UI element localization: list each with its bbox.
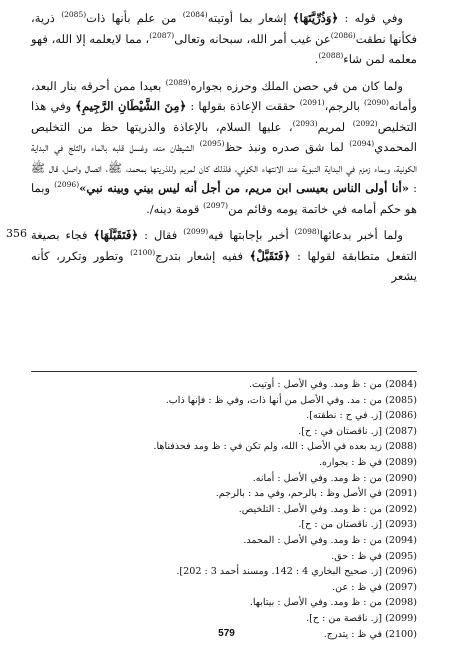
text-run: من علم بأنها ذات bbox=[86, 11, 183, 25]
footnote-number: (2086) bbox=[385, 410, 417, 422]
text-run: حققت الإعاذة بقولها : bbox=[186, 99, 300, 113]
text-run: ولما أخبر بدعائها bbox=[319, 228, 403, 242]
footnote-number: (2098) bbox=[385, 597, 417, 609]
quotation: ﴿فَتَقَبَّلْ﴾ bbox=[249, 248, 291, 263]
footnote-number: (2093) bbox=[385, 519, 417, 531]
text-run: فجاء بصيغة التفعل متطابقة لقولها : bbox=[31, 228, 417, 263]
footnote-number: (2099) bbox=[385, 612, 417, 624]
footnote-text: [ز. في ح : نطقته]. bbox=[306, 410, 383, 422]
text-run: بالرجم، bbox=[324, 99, 365, 113]
footnote-number: (2100) bbox=[385, 628, 417, 640]
footnote-marker: (2094) bbox=[349, 139, 375, 149]
footnote-text: [ز. ناقصتان في : ح]. bbox=[298, 425, 383, 437]
text-run: وفي هذا التخليص bbox=[31, 99, 417, 134]
main-text bbox=[31, 8, 417, 287]
footnote-marker: (2086) bbox=[330, 30, 356, 40]
footnote-line bbox=[31, 455, 417, 471]
footnote-number: (2084) bbox=[385, 379, 417, 390]
footnote-number: (2091) bbox=[385, 488, 417, 500]
footnotes-block bbox=[31, 377, 417, 642]
footnote-number: (2089) bbox=[385, 456, 417, 468]
paragraph bbox=[31, 8, 417, 70]
footnote-text: من : ظ ومد. وفي الأصل : التلخيص. bbox=[238, 503, 383, 515]
text-run: عن غيب أمر الله، سبحانه وتعالى bbox=[174, 31, 331, 46]
footnote-marker: (2090) bbox=[364, 98, 389, 108]
footnote-line bbox=[31, 408, 417, 424]
footnote-number: (2096) bbox=[385, 566, 417, 578]
footnote-text: في ظ : حق. bbox=[331, 550, 383, 562]
footnote-marker: (2084) bbox=[182, 10, 208, 20]
footnote-text: من : ظ ومد. وفي الأصل : أوتيت. bbox=[248, 379, 383, 390]
footnote-line bbox=[31, 486, 417, 502]
footnote-marker: (2093) bbox=[292, 118, 318, 128]
text-run: قومة دينه/. bbox=[146, 201, 204, 216]
footnote-text: في ظ : بجواره. bbox=[319, 456, 383, 468]
footnote-marker: (2096) bbox=[54, 180, 80, 190]
quotation: ﴿مِنَ الشَّيْطَانِ الرَّجِيمِ﴾ bbox=[75, 99, 187, 113]
paragraph bbox=[31, 76, 417, 220]
footnote-number: (2090) bbox=[385, 472, 417, 484]
footnote-number: (2087) bbox=[385, 425, 417, 437]
text-run: ، عليها السلام، بالإعاذة والذريتها حظ من التخليص المحمدي bbox=[31, 119, 417, 154]
footnote-text: من : ظ ومد. وفي الأصل : المحمد. bbox=[243, 534, 383, 546]
footnote-line bbox=[31, 424, 417, 440]
footnote-marker: (2092) bbox=[352, 118, 378, 128]
text-run: وفي قوله : bbox=[338, 11, 403, 25]
footnote-text: من : مد. وفي الأصل من أنها ذات، وفي ظ : فإنها ذاب. bbox=[165, 394, 383, 406]
margin-folio-number: 356 bbox=[6, 227, 27, 240]
text-run: ولما كان من في حصن الملك وحرزه بجواره bbox=[190, 78, 403, 93]
quotation: «أنا أولى الناس بعيسى ابن مريم، من أجل أنه ليس بيني وبينه نبي» bbox=[79, 181, 409, 195]
footnote-text: زيد بعده في الأصل : الله، ولم تكن في : ظ ومد فحذفناها. bbox=[153, 441, 383, 453]
footnote-line bbox=[31, 393, 417, 409]
paragraph bbox=[31, 225, 417, 287]
footnote-line bbox=[31, 549, 417, 565]
footnote-marker: (2099) bbox=[183, 227, 209, 237]
footnote-marker: (2095) bbox=[199, 139, 225, 149]
footnote-text: [ز. ناقصة من : ح]. bbox=[306, 612, 383, 624]
footnote-marker: (2091) bbox=[299, 98, 325, 108]
footnote-marker: (2097) bbox=[203, 200, 229, 210]
footnote-number: (2097) bbox=[385, 581, 417, 593]
text-run: وتطور وتكرر، كأنه يشعر bbox=[31, 248, 417, 283]
footnote-text: [ز. ناقصتان من : ح]. bbox=[298, 519, 383, 531]
text-run: أخبر بإجابتها فيه bbox=[208, 228, 295, 242]
footnote-marker: (2098) bbox=[294, 227, 320, 237]
text-run: ففيه إشعار بتدرج bbox=[155, 248, 250, 263]
footnote-number: (2095) bbox=[385, 550, 417, 562]
text-run: فقال : bbox=[138, 228, 184, 242]
text-run: ذرية، فكأنها نطقت bbox=[31, 11, 418, 46]
footnote-text: في الأصل وظ : بالرحم، وفي مد : بالرجم. bbox=[215, 488, 383, 500]
text-run: لما شق صدره ونبذ حظ bbox=[224, 140, 350, 154]
text-run: لمريم bbox=[317, 119, 353, 134]
footnote-line bbox=[31, 471, 417, 487]
footnote-divider bbox=[31, 371, 417, 372]
footnote-line bbox=[31, 439, 417, 455]
footnote-text: [ز. صحيح البخاري 4 : 142. ومسند أحمد 3 : 202]. bbox=[176, 566, 383, 578]
footnote-number: (2094) bbox=[385, 534, 417, 546]
footnote-marker: (2085) bbox=[61, 10, 87, 20]
text-run: بعيدا ممن أحرقه بنار البعد، وأمانه bbox=[31, 78, 417, 113]
footnote-text: من : ظ ومد. وفي الأصل : أمانه. bbox=[252, 472, 383, 484]
footnote-line bbox=[31, 533, 417, 549]
text-run: إشعار بما أوتيته bbox=[207, 11, 293, 25]
footnote-marker: (2088) bbox=[318, 51, 344, 61]
footnote-text: من : ظ ومد. وفي الأصل : بيتابها. bbox=[249, 597, 383, 609]
footnote-line bbox=[31, 611, 417, 627]
footnote-line bbox=[31, 595, 417, 611]
footnote-line bbox=[31, 517, 417, 533]
page-number: 579 bbox=[218, 628, 235, 639]
footnote-number: (2092) bbox=[385, 503, 417, 515]
footnote-line bbox=[31, 564, 417, 580]
footnote-text: في ظ : يتدرج. bbox=[323, 628, 383, 640]
footnote-line bbox=[31, 580, 417, 596]
footnote-number: (2088) bbox=[385, 441, 417, 453]
text-run: الشيطان منه، وغسل قلبه بالماء والثلج في البداية الكونية، وبماء زمزم في البداية النبوية عند الانتهاء الكوني، فلذلك كان لمريم وللذريتها بمحمد، ﷺ، اتصال واصل، قال ﷺ : bbox=[31, 140, 417, 195]
footnote-line bbox=[31, 502, 417, 518]
footnote-marker: (2100) bbox=[130, 247, 156, 257]
footnote-text: في ظ : عن. bbox=[332, 581, 383, 593]
footnote-marker: (2089) bbox=[165, 77, 191, 87]
text-run: . bbox=[314, 52, 319, 66]
quotation: ﴿وَذُرِّيَّتَهَا﴾ bbox=[292, 11, 339, 25]
text-run: وبما هو حكم أمامه في خاتمة يومه وقائم من bbox=[31, 181, 417, 216]
quotation: ﴿فَتَقَبَّلَهَا﴾ bbox=[93, 228, 139, 242]
footnote-line bbox=[31, 377, 417, 393]
footnote-marker: (2087) bbox=[149, 30, 175, 40]
text-run: ، مما لايعلمه إلا الله، فهو معلمه لمن شاء bbox=[31, 31, 417, 66]
footnote-number: (2085) bbox=[385, 394, 417, 406]
